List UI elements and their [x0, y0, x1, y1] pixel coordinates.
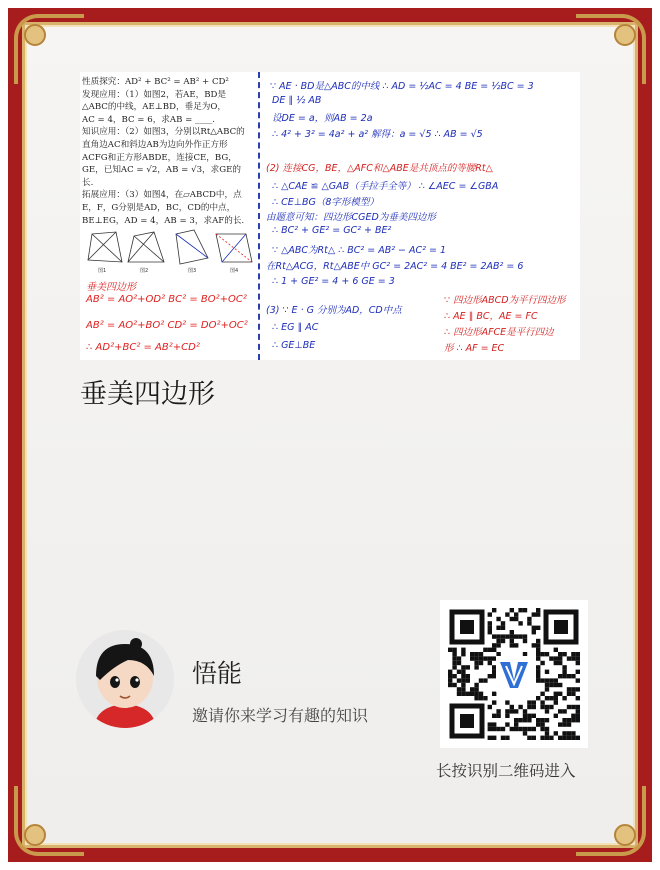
handwritten-red-note: ∴ AE ∥ BC，AE = FC — [444, 311, 538, 322]
qr-caption: 长按识别二维码进入 — [436, 762, 576, 780]
handwritten-blue-line: ∴ BC² + GE² = GC² + BE² — [272, 225, 392, 236]
handwritten-blue-line: ∵ △ABC为Rt△ ∴ BC² = AB² − AC² = 1 — [272, 245, 447, 256]
frame-corner-ornament — [14, 786, 84, 856]
problem-line: BE⊥EG，AD = 4，AB = 3，求AF的长. — [82, 215, 245, 226]
handwritten-red-line: AB² = AO²+BO² CD² = DO²+OC² — [86, 320, 248, 331]
figure-label: 图4 — [230, 268, 239, 274]
handwritten-blue-line: 设DE = a，则AB = 2a — [272, 113, 373, 124]
column-divider — [258, 72, 260, 360]
avatar-cartoon-icon — [76, 630, 174, 728]
problem-line: △ABC的中线，AE⊥BD，垂足为O， — [82, 102, 227, 113]
frame-corner-ornament — [576, 14, 646, 84]
handwritten-blue-line: ∴ GE⊥BE — [272, 340, 316, 351]
handwritten-blue-line: ∴ 1 + GE² = 4 + 6 GE = 3 — [272, 276, 395, 287]
problem-line: 长. — [82, 177, 94, 188]
handwritten-blue-line: 由题意可知：四边形CGED为垂美四边形 — [266, 212, 436, 223]
avatar — [76, 630, 174, 728]
problem-line: ACFG和正方形ABDE，连接CE，BG， — [82, 152, 237, 163]
problem-line: E，F，G分别是AD，BC，CD的中点， — [82, 202, 236, 213]
problem-line: 性质探究：AD² + BC² = AB² + CD² — [82, 77, 229, 87]
frame-corner-ornament — [576, 786, 646, 856]
handwritten-blue-line: ∴ CE⊥BG（8字形模型） — [272, 197, 379, 208]
handwritten-blue-line: ∵ AE · BD是△ABC的中线 ∴ AD = ½AC = 4 BE = ½BC = 3 — [270, 81, 534, 92]
handwritten-red-line: 垂美四边形 — [86, 282, 136, 293]
problem-line: 发现应用：（1）如图2，若AE，BD是 — [82, 89, 227, 100]
handwritten-red-note: ∵ 四边形ABCD为平行四边形 — [444, 295, 566, 306]
problem-line: AC = 4，BC = 6，求AB = ____. — [82, 114, 215, 125]
problem-text — [80, 72, 258, 360]
handwritten-blue-line: (3) ∵ E · G 分别为AD，CD中点 — [266, 305, 402, 316]
handwritten-blue-line: ∴ △CAE ≌ △GAB（手拉手全等） ∴ ∠AEC = ∠GBA — [272, 181, 499, 192]
problem-line: 直角边AC和斜边AB为边向外作正方形 — [82, 139, 228, 150]
qr-code-icon — [440, 600, 588, 748]
problem-line: GE，已知AC = √2，AB = √3，求GE的 — [82, 165, 241, 176]
geometry-figures — [84, 228, 254, 274]
figure-label: 图3 — [188, 268, 197, 274]
page-title: 垂美四边形 — [80, 379, 215, 410]
handwritten-blue-line: DE ∥ ½ AB — [272, 95, 322, 106]
worksheet-image — [80, 72, 580, 360]
handwritten-red-note: 形 ∴ AF = EC — [444, 343, 505, 354]
qr-code[interactable] — [440, 600, 588, 748]
handwritten-red-note: ∴ 四边形AFCE是平行四边 — [444, 327, 554, 338]
handwritten-red-line: ∴ AD²+BC² = AB²+CD² — [86, 342, 200, 353]
handwritten-blue-line: 在Rt△ACG，Rt△ABE中 GC² = 2AC² = 4 BE² = 2AB² = 6 — [266, 261, 524, 272]
author-name: 悟能 — [192, 659, 243, 688]
handwritten-blue-line: ∴ EG ∥ AC — [272, 322, 319, 333]
invite-text: 邀请你来学习有趣的知识 — [192, 706, 369, 725]
problem-line: 知识应用：（2）如图3，分别以Rt△ABC的 — [82, 127, 245, 138]
handwritten-blue-line: (2) 连接CG，BE，△AFC和△ABE是共顶点的等腰Rt△ — [266, 163, 493, 174]
handwritten-blue-line: ∴ 4² + 3² = 4a² + a² 解得：a = √5 ∴ AB = √5 — [272, 129, 483, 140]
figure-label: 图1 — [98, 268, 107, 274]
frame-corner-ornament — [14, 14, 84, 84]
handwritten-red-line: AB² = AO²+OD² BC² = BO²+OC² — [86, 294, 247, 305]
problem-line: 拓展应用：（3）如图4，在▱ABCD中，点 — [82, 190, 242, 201]
figure-label: 图2 — [140, 268, 149, 274]
